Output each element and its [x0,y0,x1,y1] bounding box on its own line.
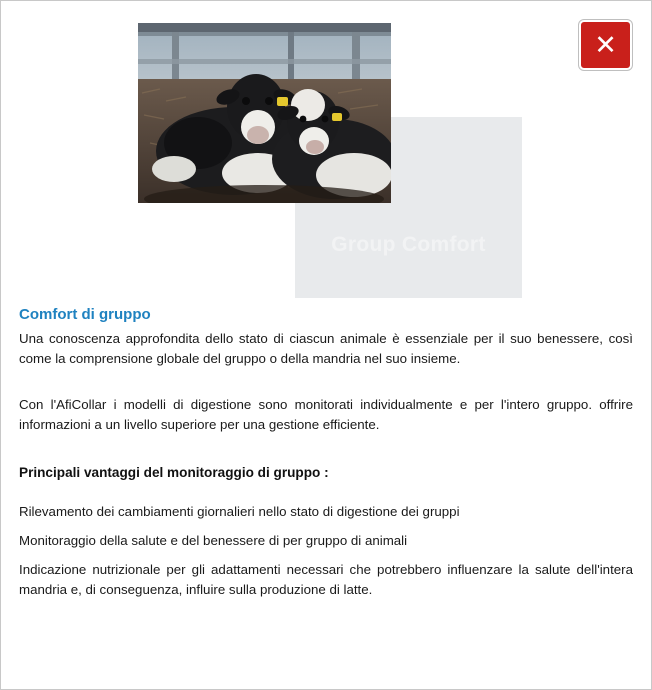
benefits-list [19,502,633,600]
cows-photo-graphic [138,23,391,203]
close-icon: ✕ [594,29,617,61]
list-item: Monitoraggio della salute e del benessere di per gruppo di animali [19,533,408,548]
page-title: Comfort di gruppo [19,306,151,323]
article-content [19,306,633,600]
aficollar-paragraph: Con l'AfiCollar i modelli di digestione sono monitorati individualmente e per l'intero gruppo. offrire informazioni a un livello superiore per una gestione efficiente. [19,397,633,432]
intro-paragraph: Una conoscenza approfondita dello stato di ciascun animale è essenziale per il suo benessere, così come la comprensione globale del gruppo o della mandria nel suo insieme. [19,331,633,366]
list-item: Indicazione nutrizionale per gli adattamenti necessari che potrebbero influenzare la salute dell'intera mandria e, di conseguenza, influire sulla produzione di latte. [19,562,633,597]
list-item: Rilevamento dei cambiamenti giornalieri nello stato di digestione dei gruppi [19,504,460,519]
group-comfort-label: Group Comfort [331,233,486,256]
benefits-title: Principali vantaggi del monitoraggio di gruppo : [19,465,329,480]
hero-section [1,1,651,301]
cows-photo [138,23,391,203]
